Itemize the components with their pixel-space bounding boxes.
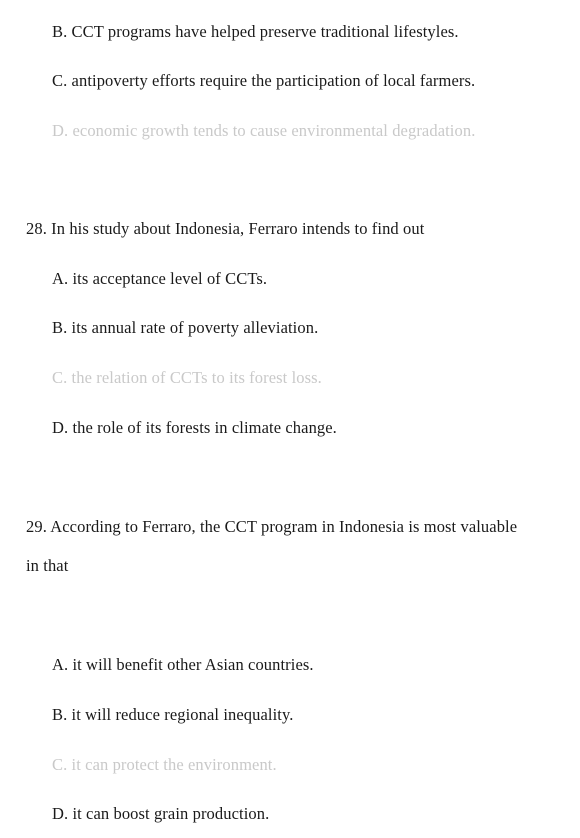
q27-option-b: B. CCT programs have helped preserve traditional lifestyles. — [52, 22, 459, 41]
q29-stem-line2: in that — [26, 556, 69, 575]
q28-option-c: C. the relation of CCTs to its forest loss. — [52, 368, 322, 387]
q29-stem-line1: 29. According to Ferraro, the CCT program in Indonesia is most valuable — [26, 517, 518, 536]
q27-option-d: D. economic growth tends to cause environmental degradation. — [52, 121, 476, 140]
q28-option-d: D. the role of its forests in climate change. — [52, 418, 337, 437]
q29-option-c: C. it can protect the environment. — [52, 755, 277, 774]
q27-option-c: C. antipoverty efforts require the participation of local farmers. — [52, 71, 476, 90]
q29-option-a: A. it will benefit other Asian countries. — [52, 655, 314, 674]
q28-option-b: B. its annual rate of poverty alleviation. — [52, 318, 319, 337]
q29-option-b: B. it will reduce regional inequality. — [52, 705, 294, 724]
q28-stem: 28. In his study about Indonesia, Ferraro intends to find out — [26, 219, 425, 238]
q29-option-d: D. it can boost grain production. — [52, 804, 270, 823]
q28-option-a: A. its acceptance level of CCTs. — [52, 269, 268, 288]
